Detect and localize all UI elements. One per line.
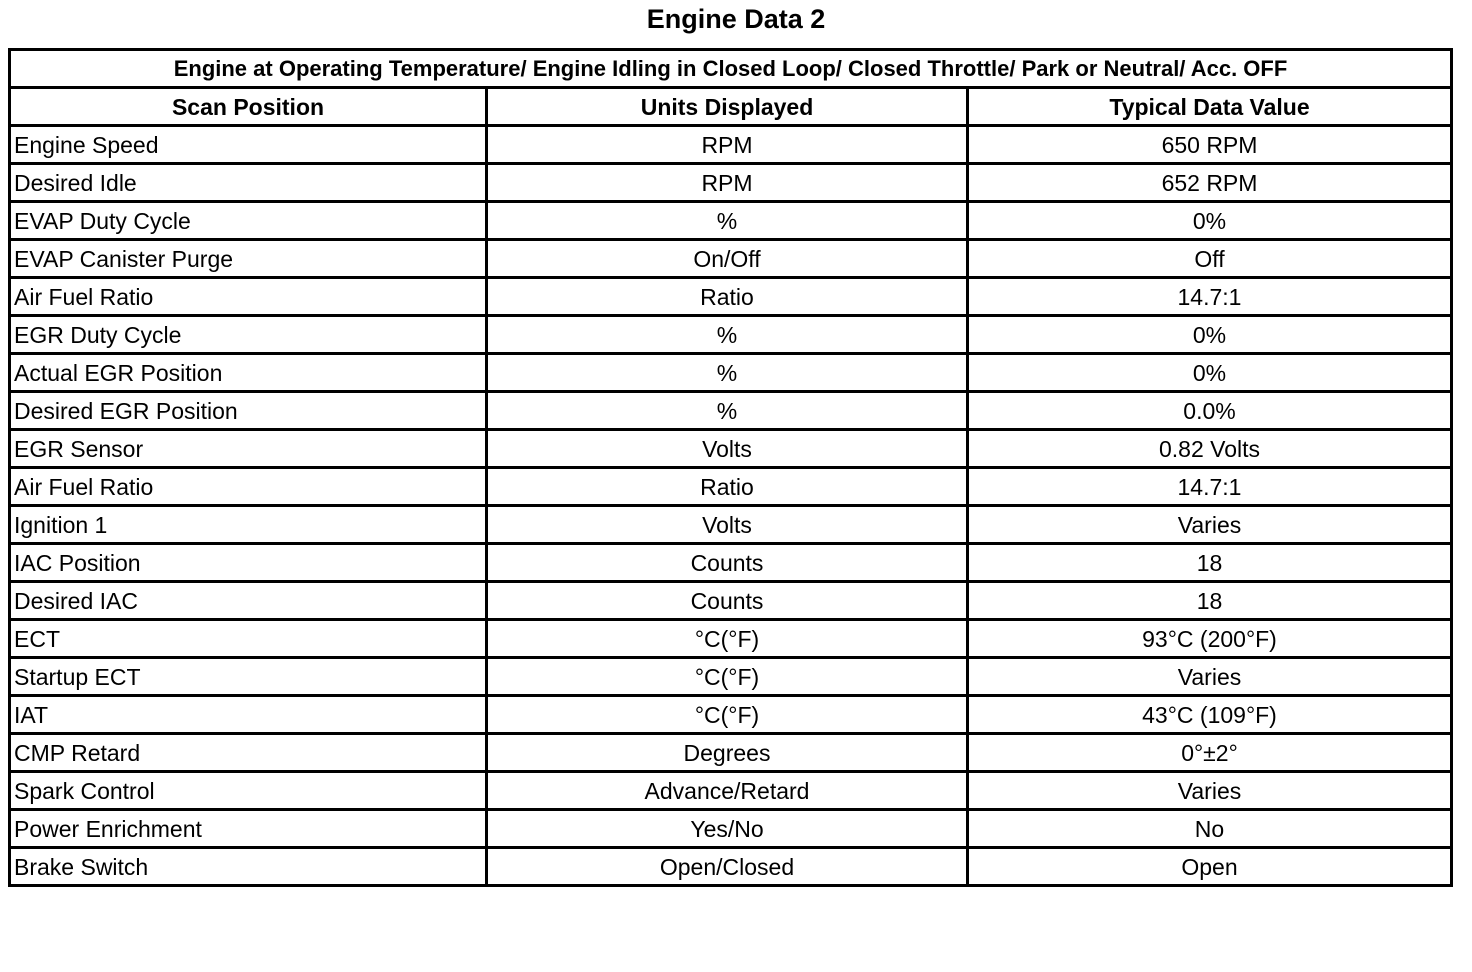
scan-position-cell: Ignition 1: [10, 506, 487, 544]
table-row: [10, 696, 1452, 734]
units-cell: Ratio: [487, 468, 968, 506]
typical-value-cell: Varies: [968, 772, 1452, 810]
units-cell: Volts: [487, 430, 968, 468]
scan-position-cell: EVAP Duty Cycle: [10, 202, 487, 240]
table-row: [10, 430, 1452, 468]
scan-position-cell: Air Fuel Ratio: [10, 278, 487, 316]
typical-value-cell: Open: [968, 848, 1452, 886]
table-row: [10, 202, 1452, 240]
scan-position-cell: Desired Idle: [10, 164, 487, 202]
typical-value-cell: Off: [968, 240, 1452, 278]
table-row: [10, 620, 1452, 658]
table-row: [10, 582, 1452, 620]
typical-value-cell: 650 RPM: [968, 126, 1452, 164]
typical-value-cell: 0%: [968, 316, 1452, 354]
table-row: [10, 544, 1452, 582]
scan-position-cell: EGR Duty Cycle: [10, 316, 487, 354]
table-row: [10, 734, 1452, 772]
typical-value-cell: Varies: [968, 506, 1452, 544]
units-cell: %: [487, 354, 968, 392]
table-row: [10, 278, 1452, 316]
scan-position-cell: CMP Retard: [10, 734, 487, 772]
operating-condition: Engine at Operating Temperature/ Engine Idling in Closed Loop/ Closed Throttle/ Park or Neutral/ Acc. OFF: [10, 50, 1452, 88]
units-cell: RPM: [487, 164, 968, 202]
units-cell: %: [487, 392, 968, 430]
units-cell: Degrees: [487, 734, 968, 772]
units-cell: RPM: [487, 126, 968, 164]
typical-value-cell: 0°±2°: [968, 734, 1452, 772]
units-cell: °C(°F): [487, 620, 968, 658]
header-scan-position: Scan Position: [10, 88, 487, 126]
units-cell: Counts: [487, 544, 968, 582]
scan-position-cell: Actual EGR Position: [10, 354, 487, 392]
typical-value-cell: 93°C (200°F): [968, 620, 1452, 658]
scan-position-cell: IAC Position: [10, 544, 487, 582]
units-cell: %: [487, 316, 968, 354]
table-row: [10, 316, 1452, 354]
scan-position-cell: Engine Speed: [10, 126, 487, 164]
units-cell: Counts: [487, 582, 968, 620]
header-row: [10, 88, 1452, 126]
units-cell: Yes/No: [487, 810, 968, 848]
table-row: [10, 848, 1452, 886]
typical-value-cell: 43°C (109°F): [968, 696, 1452, 734]
scan-position-cell: IAT: [10, 696, 487, 734]
units-cell: Ratio: [487, 278, 968, 316]
typical-value-cell: 18: [968, 582, 1452, 620]
table-row: [10, 772, 1452, 810]
table-row: [10, 506, 1452, 544]
units-cell: On/Off: [487, 240, 968, 278]
scan-position-cell: Air Fuel Ratio: [10, 468, 487, 506]
scan-position-cell: EVAP Canister Purge: [10, 240, 487, 278]
typical-value-cell: 18: [968, 544, 1452, 582]
table-row: [10, 658, 1452, 696]
scan-position-cell: Startup ECT: [10, 658, 487, 696]
table-row: [10, 354, 1452, 392]
table-row: [10, 240, 1452, 278]
typical-value-cell: 0%: [968, 202, 1452, 240]
units-cell: Open/Closed: [487, 848, 968, 886]
scan-position-cell: Desired EGR Position: [10, 392, 487, 430]
page-title: Engine Data 2: [646, 4, 826, 34]
units-cell: Volts: [487, 506, 968, 544]
scan-position-cell: Brake Switch: [10, 848, 487, 886]
scan-position-cell: Power Enrichment: [10, 810, 487, 848]
typical-value-cell: 0.82 Volts: [968, 430, 1452, 468]
table-row: [10, 810, 1452, 848]
condition-row: [10, 50, 1452, 88]
typical-value-cell: 14.7:1: [968, 278, 1452, 316]
scan-position-cell: EGR Sensor: [10, 430, 487, 468]
typical-value-cell: 14.7:1: [968, 468, 1452, 506]
table-row: [10, 392, 1452, 430]
units-cell: °C(°F): [487, 658, 968, 696]
typical-value-cell: 652 RPM: [968, 164, 1452, 202]
engine-data-table: [8, 48, 1453, 887]
scan-position-cell: ECT: [10, 620, 487, 658]
typical-value-cell: No: [968, 810, 1452, 848]
units-cell: %: [487, 202, 968, 240]
table-row: [10, 164, 1452, 202]
scan-position-cell: Spark Control: [10, 772, 487, 810]
typical-value-cell: 0%: [968, 354, 1452, 392]
typical-value-cell: 0.0%: [968, 392, 1452, 430]
table-row: [10, 126, 1452, 164]
header-typical-data-value: Typical Data Value: [968, 88, 1452, 126]
scan-position-cell: Desired IAC: [10, 582, 487, 620]
header-units-displayed: Units Displayed: [487, 88, 968, 126]
table-row: [10, 468, 1452, 506]
typical-value-cell: Varies: [968, 658, 1452, 696]
units-cell: °C(°F): [487, 696, 968, 734]
units-cell: Advance/Retard: [487, 772, 968, 810]
